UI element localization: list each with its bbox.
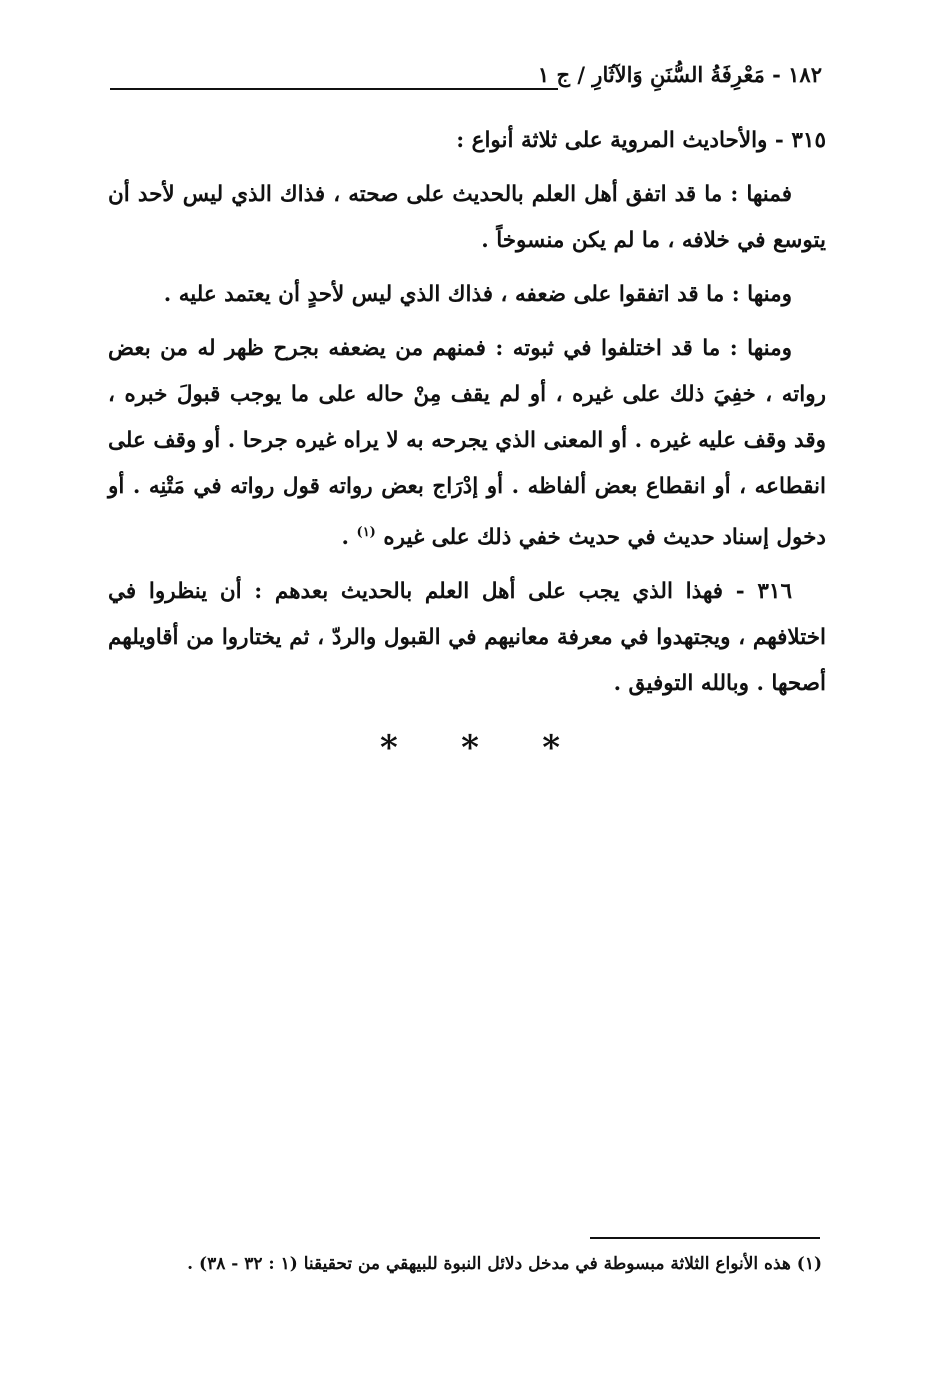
separator-star: * (542, 728, 560, 768)
footnote-reference: (١) (356, 525, 376, 540)
paragraph-kind-3-end: . (341, 525, 357, 551)
footnote: (١) هذه الأنواع الثلاثة مبسوطة في مدخل دلائل النبوة للبيهقي من تحقيقنا (١ : ٣٢ - ٣٨) . (187, 1254, 822, 1274)
header-rule (110, 88, 558, 90)
separator-star: * (380, 728, 398, 768)
paragraph-316: ٣١٦ - فهذا الذي يجب على أهل العلم بالحديث بعدهم : أن ينظروا في اختلافهم ، ويجتهدوا في معرفة معانيهم في القبول والردّ ، ثم يختاروا من أقاويلهم أصحها . وبالله التوفيق . (108, 579, 826, 697)
paragraph-315: ٣١٥ - والأحاديث المروية على ثلاثة أنواع : (456, 128, 826, 153)
paragraph-kind-1: فمنها : ما قد اتفق أهل العلم بالحديث على صحته ، فذاك الذي ليس لأحد أن يتوسع في خلافه ، ما لم يكن منسوخاً . (108, 182, 826, 253)
running-header (110, 62, 822, 102)
running-title: ١٨٢ - مَعْرِفَةُ السُّنَنِ وَالآثَارِ / ج ١ (537, 62, 822, 87)
section-separator (380, 728, 560, 768)
paragraph-kind-3 (108, 326, 826, 561)
paragraph-kind-3-text: ومنها : ما قد اختلفوا في ثبوته : فمنهم من يضعفه بجرح ظهر له من بعض رواته ، خفِيَ ذلك على غيره ، أو لم يقف مِنْ حاله على ما يوجب قبولَ خبره ، وقد وقف عليه غيره . أو المعنى الذي يجرحه به لا يراه غيره جرحا . أو وقف على انقطاعه ، أو انقطاع بعض ألفاظه . أو إدْرَاج بعض رواته قول رواته في مَتْنِه . أو دخول إسناد حديث في حديث خفي ذلك على غيره (108, 336, 826, 551)
main-text (108, 118, 826, 715)
paragraph-kind-2: ومنها : ما قد اتفقوا على ضعفه ، فذاك الذي ليس لأحدٍ أن يعتمد عليه . (163, 282, 792, 307)
separator-star: * (461, 728, 479, 768)
footnote-rule (590, 1237, 820, 1239)
